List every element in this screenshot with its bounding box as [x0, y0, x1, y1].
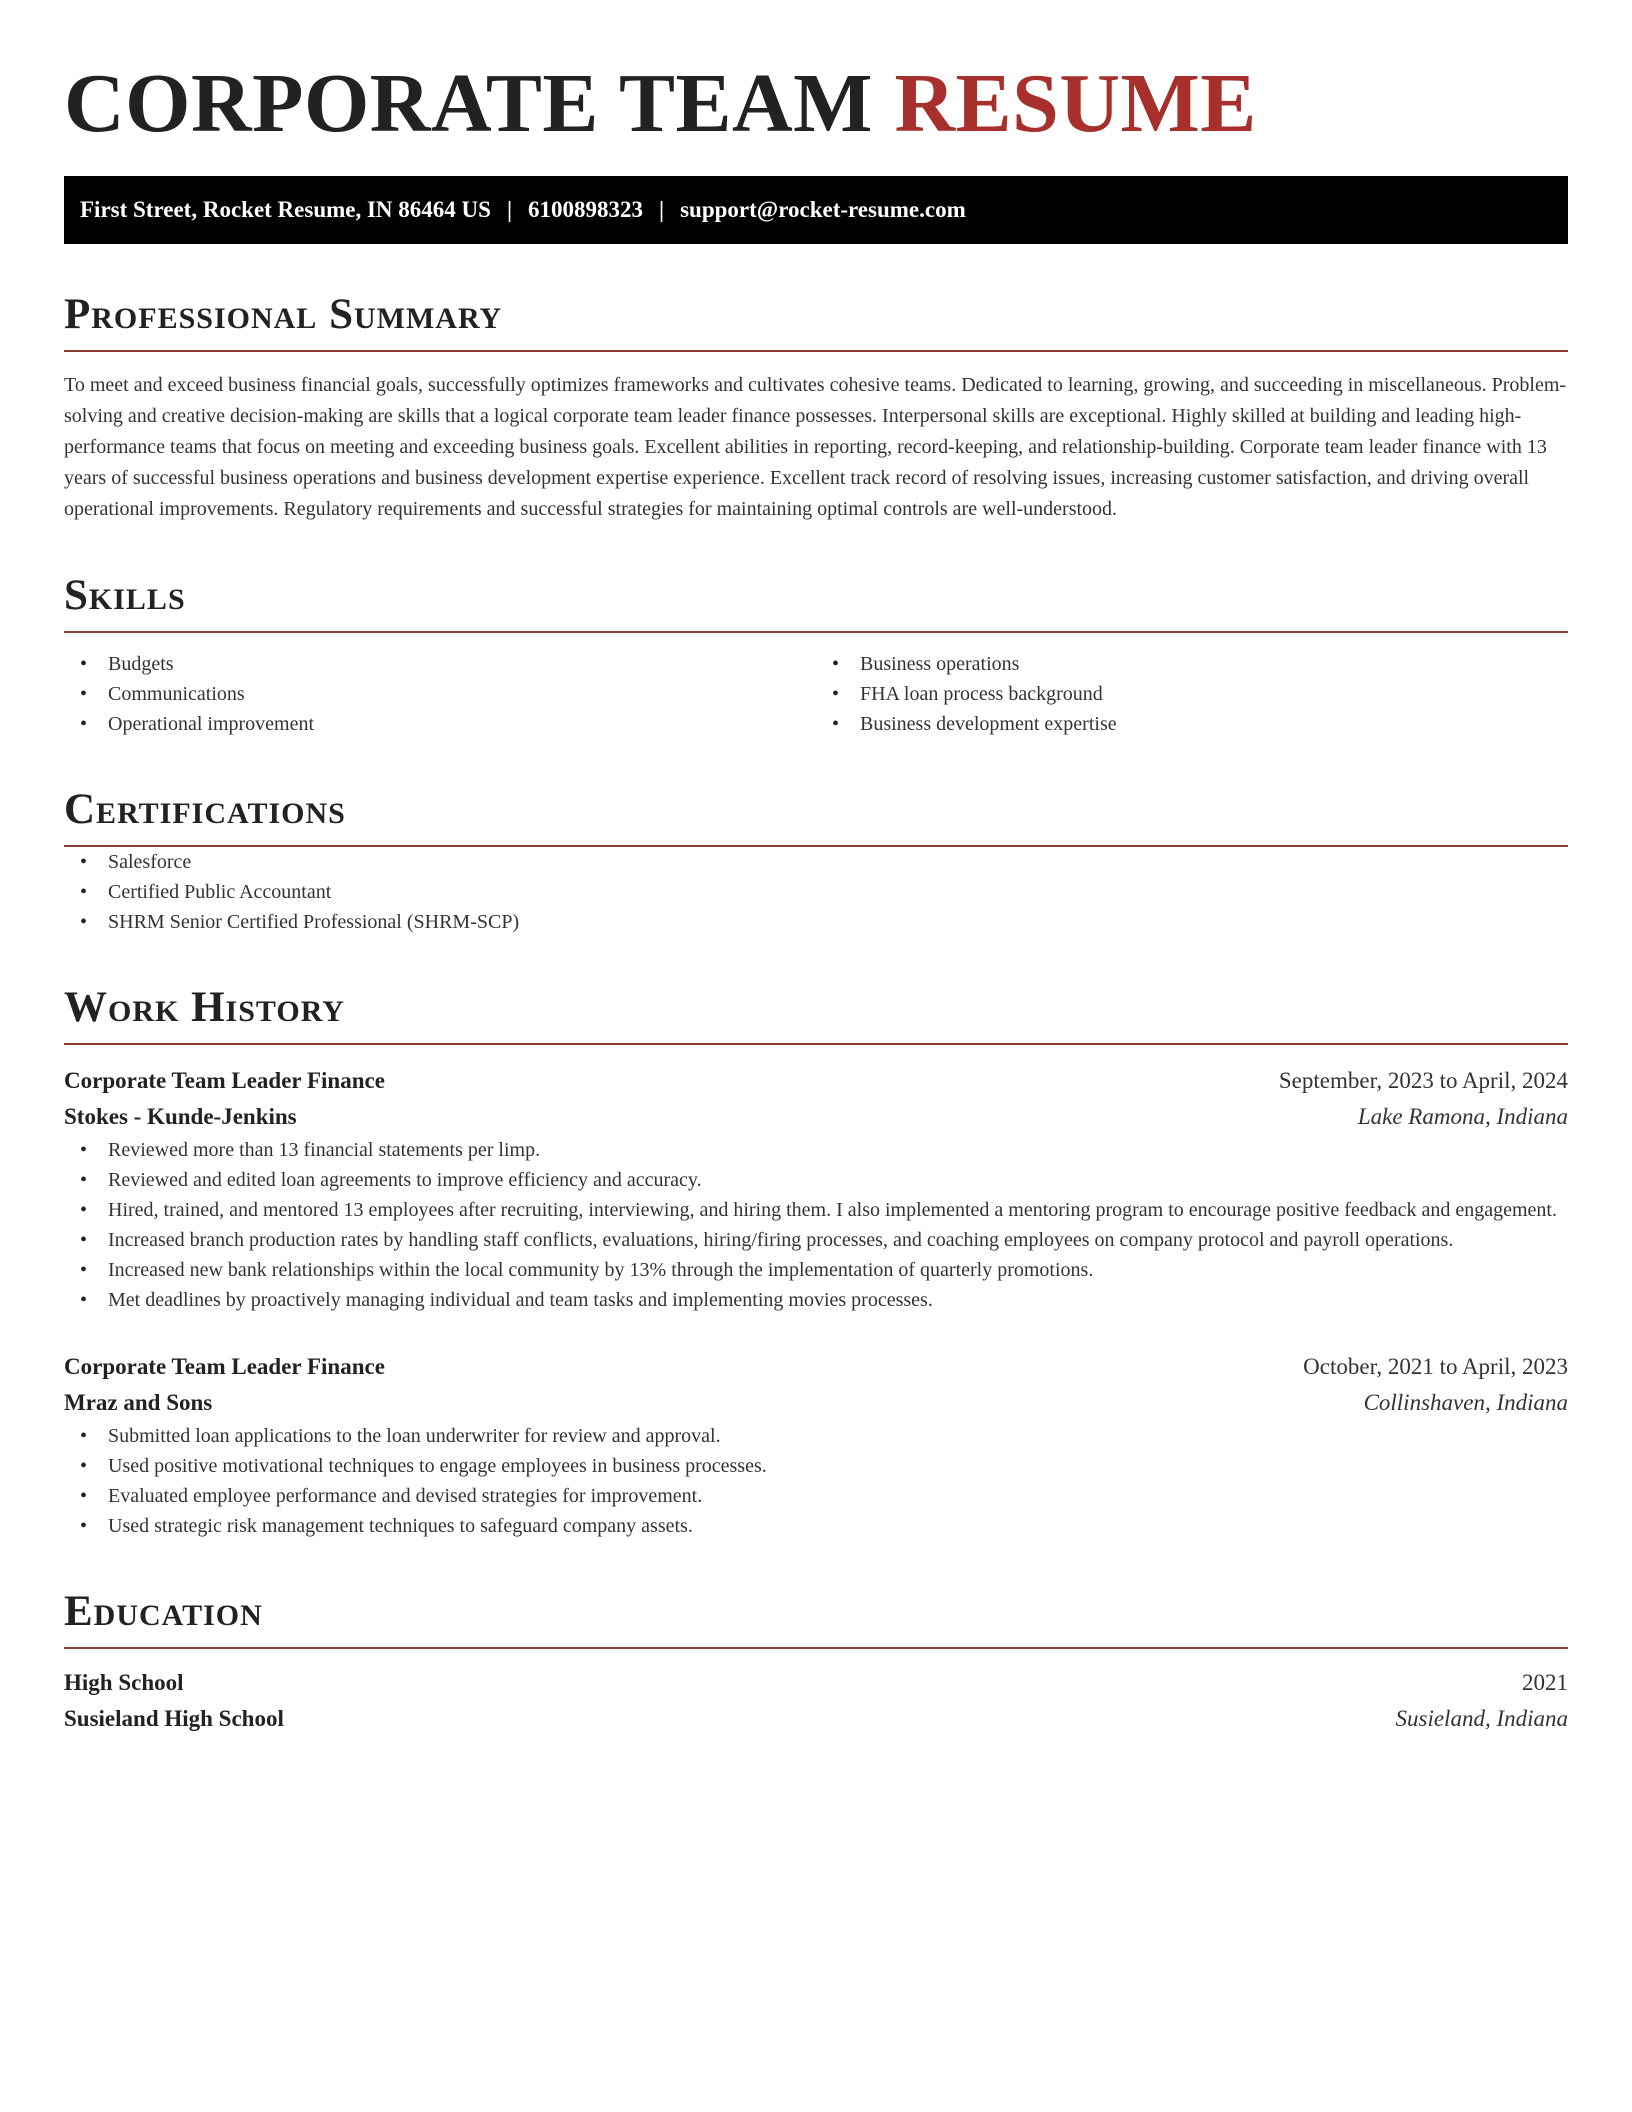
section-divider	[64, 631, 1568, 633]
title-main: CORPORATE TEAM	[64, 57, 873, 150]
work-history-heading: Work History	[64, 984, 345, 1031]
resume-title	[64, 56, 1568, 152]
contact-separator: |	[659, 197, 665, 222]
job-title-row	[64, 1063, 1568, 1099]
certifications-list	[64, 847, 1568, 937]
job-bullet: • Met deadlines by proactively managing individual and team tasks and implementing movies processes.	[64, 1285, 1568, 1315]
summary-section	[64, 290, 1568, 525]
contact-email: support@rocket-resume.com	[680, 197, 966, 222]
skills-list-left	[64, 649, 816, 739]
job-bullet: • Used positive motivational techniques to engage employees in business processes.	[64, 1451, 1568, 1481]
job-dates: September, 2023 to April, 2024	[1278, 1068, 1568, 1093]
job-bullet: • Used strategic risk management techniques to safeguard company assets.	[64, 1511, 1568, 1541]
skills-grid	[64, 649, 1568, 739]
job-bullets	[64, 1135, 1568, 1315]
job-bullet: • Evaluated employee performance and devised strategies for improvement.	[64, 1481, 1568, 1511]
skills-list-right	[816, 649, 1568, 739]
job-entry	[64, 1349, 1568, 1541]
job-entry	[64, 1063, 1568, 1315]
job-bullet: • Hired, trained, and mentored 13 employees after recruiting, interviewing, and hiring them. I also implemented a mentoring program to encourage positive feedback and engagement.	[64, 1195, 1568, 1225]
job-company: Stokes - Kunde-Jenkins	[64, 1104, 297, 1129]
education-school-row	[64, 1701, 1568, 1737]
title-accent: RESUME	[894, 57, 1257, 150]
contact-separator: |	[506, 197, 513, 222]
job-bullet: • Reviewed more than 13 financial statements per limp.	[64, 1135, 1568, 1165]
job-location: Collinshaven, Indiana	[1363, 1390, 1568, 1415]
work-history-section	[64, 983, 1568, 1541]
job-title-row	[64, 1349, 1568, 1385]
skills-heading: Skills	[64, 572, 186, 619]
skill-item: • Business development expertise	[816, 709, 1568, 739]
certification-item: • Certified Public Accountant	[64, 877, 1568, 907]
certifications-section	[64, 785, 1568, 937]
education-degree: High School	[64, 1670, 184, 1695]
summary-text: To meet and exceed business financial goals, successfully optimizes frameworks and cultivates cohesive teams. Dedicated to learning, growing, and succeeding in miscellaneous. Problem-solving and creative decision-making are skills that a logical corporate team leader finance possesses. Interpersonal skills are exceptional. Highly skilled at building and leading high-performance teams that focus on meeting and exceeding business goals. Excellent abilities in reporting, record-keeping, and relationship-building. Corporate team leader finance with 13 years of successful business operations and business development expertise experience. Excellent track record of resolving issues, increasing customer satisfaction, and driving overall operational improvements. Regulatory requirements and successful strategies for maintaining optimal controls are well-understood.	[64, 374, 1567, 520]
skill-item: • Business operations	[816, 649, 1568, 679]
job-company-row	[64, 1385, 1568, 1421]
education-year: 2021	[1522, 1670, 1568, 1695]
certification-item: • Salesforce	[64, 847, 1568, 877]
summary-heading: Professional Summary	[64, 291, 503, 338]
education-location: Susieland, Indiana	[1395, 1706, 1568, 1731]
skill-item: • Budgets	[64, 649, 816, 679]
skill-item: • FHA loan process background	[816, 679, 1568, 709]
job-bullet: • Increased branch production rates by handling staff conflicts, evaluations, hiring/firing processes, and coaching employees on company protocol and payroll operations.	[64, 1225, 1568, 1255]
education-entry	[64, 1665, 1568, 1737]
job-bullet: • Increased new bank relationships within the local community by 13% through the implementation of quarterly promotions.	[64, 1255, 1568, 1285]
skills-section	[64, 571, 1568, 739]
job-title: Corporate Team Leader Finance	[64, 1068, 385, 1093]
job-bullet: • Submitted loan applications to the loan underwriter for review and approval.	[64, 1421, 1568, 1451]
education-school: Susieland High School	[64, 1706, 284, 1731]
job-bullets	[64, 1421, 1568, 1541]
job-company: Mraz and Sons	[64, 1390, 213, 1415]
job-title: Corporate Team Leader Finance	[64, 1354, 385, 1379]
certification-item: • SHRM Senior Certified Professional (SHRM-SCP)	[64, 907, 1568, 937]
section-divider	[64, 1647, 1568, 1649]
contact-phone: 6100898323	[528, 197, 644, 222]
job-company-row	[64, 1099, 1568, 1135]
skill-item: • Communications	[64, 679, 816, 709]
job-bullet: • Reviewed and edited loan agreements to improve efficiency and accuracy.	[64, 1165, 1568, 1195]
job-location: Lake Ramona, Indiana	[1357, 1104, 1568, 1129]
certifications-heading: Certifications	[64, 786, 346, 833]
contact-bar	[64, 176, 1568, 244]
skill-item: • Operational improvement	[64, 709, 816, 739]
section-divider	[64, 350, 1568, 352]
job-dates: October, 2021 to April, 2023	[1303, 1354, 1568, 1379]
section-divider	[64, 1043, 1568, 1045]
education-degree-row	[64, 1665, 1568, 1701]
contact-address: First Street, Rocket Resume, IN 86464 US	[80, 197, 491, 222]
education-heading: Education	[64, 1588, 263, 1635]
education-section	[64, 1587, 1568, 1737]
